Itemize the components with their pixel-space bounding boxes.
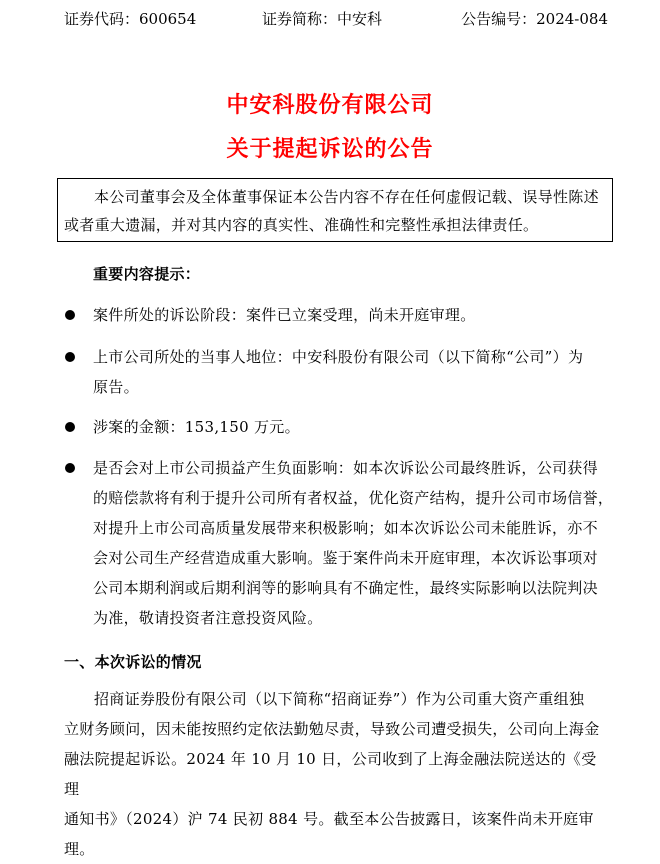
key-points-heading: 重要内容提示： — [93, 265, 201, 283]
notice-line: 或者重大遗漏，并对其内容的真实性、准确性和完整性承担法律责任。 — [64, 216, 539, 234]
key-point-line: 上市公司所处的当事人地位：中安科股份有限公司（以下简称“公司”）为 — [93, 348, 584, 366]
key-point-item — [93, 412, 618, 442]
announcement-number: 公告编号：2024-084 — [461, 10, 608, 28]
paragraph-line: 融法院提起诉讼。2024 年 10 月 10 日，公司收到了上海金融法院送达的《受理 — [64, 750, 597, 798]
bullet-icon — [65, 422, 75, 432]
paragraph-line: 通知书》（2024）沪 74 民初 884 号。截至本公告披露日，该案件尚未开庭审理。 — [64, 810, 594, 858]
key-point-line: 公司本期利润或后期利润等的影响具有不确定性，最终实际影响以法院判决 — [93, 579, 598, 597]
section-paragraph — [64, 684, 610, 864]
key-point-item — [93, 453, 618, 633]
key-point-line: 案件所处的诉讼阶段：案件已立案受理，尚未开庭审理。 — [93, 306, 476, 324]
board-guarantee-notice — [57, 178, 613, 242]
key-point-item — [93, 300, 618, 330]
bullet-icon — [65, 352, 75, 362]
stock-code: 证券代码：600654 — [64, 10, 197, 28]
company-title: 中安科股份有限公司 — [226, 92, 434, 118]
key-point-line: 对提升上市公司高质量发展带来积极影响；如本次诉讼公司未能胜诉，亦不 — [93, 519, 598, 537]
key-point-line: 涉案的金额：153,150 万元。 — [93, 418, 300, 436]
key-point-line: 为准，敬请投资者注意投资风险。 — [93, 609, 323, 627]
bullet-icon — [65, 310, 75, 320]
key-point-item — [93, 342, 618, 402]
section-heading: 一、本次诉讼的情况 — [64, 653, 202, 671]
key-point-line: 的赔偿款将有利于提升公司所有者权益，优化资产结构，提升公司市场信誉， — [93, 489, 614, 507]
stock-abbreviation: 证券简称：中安科 — [262, 10, 383, 28]
notice-line: 本公司董事会及全体董事保证本公告内容不存在任何虚假记载、误导性陈述 — [94, 188, 599, 206]
announcement-subject: 关于提起诉讼的公告 — [226, 136, 434, 162]
key-point-line: 是否会对上市公司损益产生负面影响：如本次诉讼公司最终胜诉，公司获得 — [93, 459, 598, 477]
key-point-line: 会对公司生产经营造成重大影响。鉴于案件尚未开庭审理，本次诉讼事项对 — [93, 549, 598, 567]
bullet-icon — [65, 463, 75, 473]
key-point-line: 原告。 — [93, 378, 139, 396]
paragraph-line: 招商证券股份有限公司（以下简称“招商证券”）作为公司重大资产重组独 — [94, 690, 585, 708]
paragraph-line: 立财务顾问，因未能按照约定依法勤勉尽责，导致公司遭受损失，公司向上海金 — [64, 720, 600, 738]
document-header — [0, 6, 660, 32]
